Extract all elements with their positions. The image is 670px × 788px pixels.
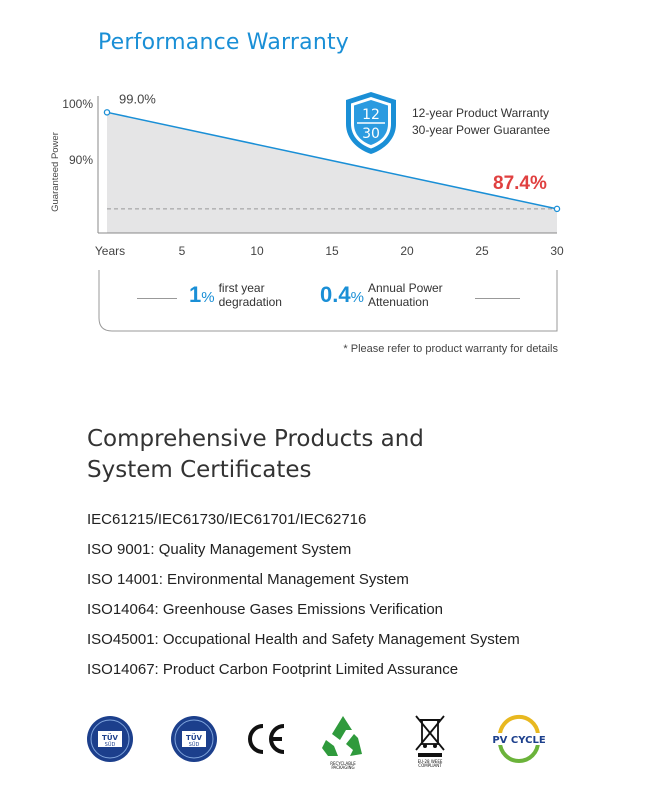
- weee-bin-icon: [410, 712, 450, 770]
- product-warranty-text: 12-year Product Warranty: [412, 106, 549, 120]
- y-tick-label: 100%: [62, 97, 93, 111]
- tuv-logo-icon: [85, 712, 135, 767]
- warranty-shield-icon: [343, 90, 399, 156]
- y-tick-label: 90%: [68, 153, 93, 167]
- performance-warranty-title: Performance Warranty: [98, 30, 350, 55]
- data-point-end: [554, 206, 559, 211]
- warranty-chart: [0, 0, 670, 270]
- svg-text:SÜD: SÜD: [104, 742, 116, 748]
- svg-text:SÜD: SÜD: [188, 742, 200, 748]
- svg-text:RECYCLABLE: RECYCLABLE: [330, 761, 356, 766]
- certification-logos: [0, 712, 670, 772]
- right-dash: [475, 298, 520, 299]
- x-tick-label: 25: [475, 244, 489, 258]
- certificate-item: IEC61215/IEC61730/IEC61701/IEC62716: [87, 511, 367, 528]
- x-tick-label: Years: [94, 244, 126, 258]
- end-value-label: 87.4%: [493, 173, 547, 194]
- certificate-item: ISO 9001: Quality Management System: [87, 541, 352, 558]
- data-point-start: [104, 110, 109, 115]
- certificate-item: ISO 14001: Environmental Management System: [87, 571, 409, 588]
- x-tick-label: 30: [550, 244, 564, 258]
- first-year-pct: %: [201, 288, 215, 306]
- annual-value: 0.4: [320, 282, 351, 307]
- first-year-desc: first year degradation: [218, 281, 282, 309]
- first-year-stat: [189, 281, 282, 309]
- ce-mark-icon: [244, 722, 288, 756]
- svg-text:TÜV: TÜV: [186, 734, 202, 742]
- svg-text:EU-28 WEEE: EU-28 WEEE: [417, 759, 443, 764]
- x-tick-label: 10: [250, 244, 264, 258]
- start-value-label: 99.0%: [119, 91, 156, 107]
- first-year-value: 1: [189, 282, 202, 307]
- annual-desc: Annual Power Attenuation: [367, 281, 443, 309]
- recycle-icon: [320, 712, 366, 770]
- warranty-lines: [412, 105, 550, 139]
- x-tick-label: 20: [400, 244, 414, 258]
- svg-text:PV CYCLE: PV CYCLE: [492, 735, 546, 746]
- annual-stat: [320, 281, 443, 309]
- shield-top-text: 12: [362, 107, 380, 123]
- power-guarantee-text: 30-year Power Guarantee: [412, 123, 551, 137]
- tuv-logo-icon: [169, 712, 219, 767]
- svg-text:COMPLIANT: COMPLIANT: [418, 763, 442, 768]
- certificate-item: ISO45001: Occupational Health and Safety Management System: [87, 631, 520, 648]
- certificate-item: ISO14064: Greenhouse Gases Emissions Verification: [87, 601, 444, 618]
- warranty-note: * Please refer to product warranty for details: [343, 343, 558, 355]
- certificates-list: [87, 505, 520, 685]
- shield-bottom-text: 30: [362, 126, 380, 142]
- pv-cycle-logo-icon: [488, 712, 550, 764]
- left-dash: [137, 298, 177, 299]
- x-tick-label: 5: [178, 244, 186, 258]
- annual-pct: %: [350, 288, 364, 306]
- certificates-title: Comprehensive Products and System Certificates: [87, 426, 424, 483]
- certificate-item: ISO14067: Product Carbon Footprint Limited Assurance: [87, 661, 459, 678]
- y-axis-label: Guaranteed Power: [50, 132, 61, 212]
- x-tick-label: 15: [325, 244, 339, 258]
- svg-text:TÜV: TÜV: [102, 734, 118, 742]
- svg-text:PACKAGING: PACKAGING: [331, 765, 355, 770]
